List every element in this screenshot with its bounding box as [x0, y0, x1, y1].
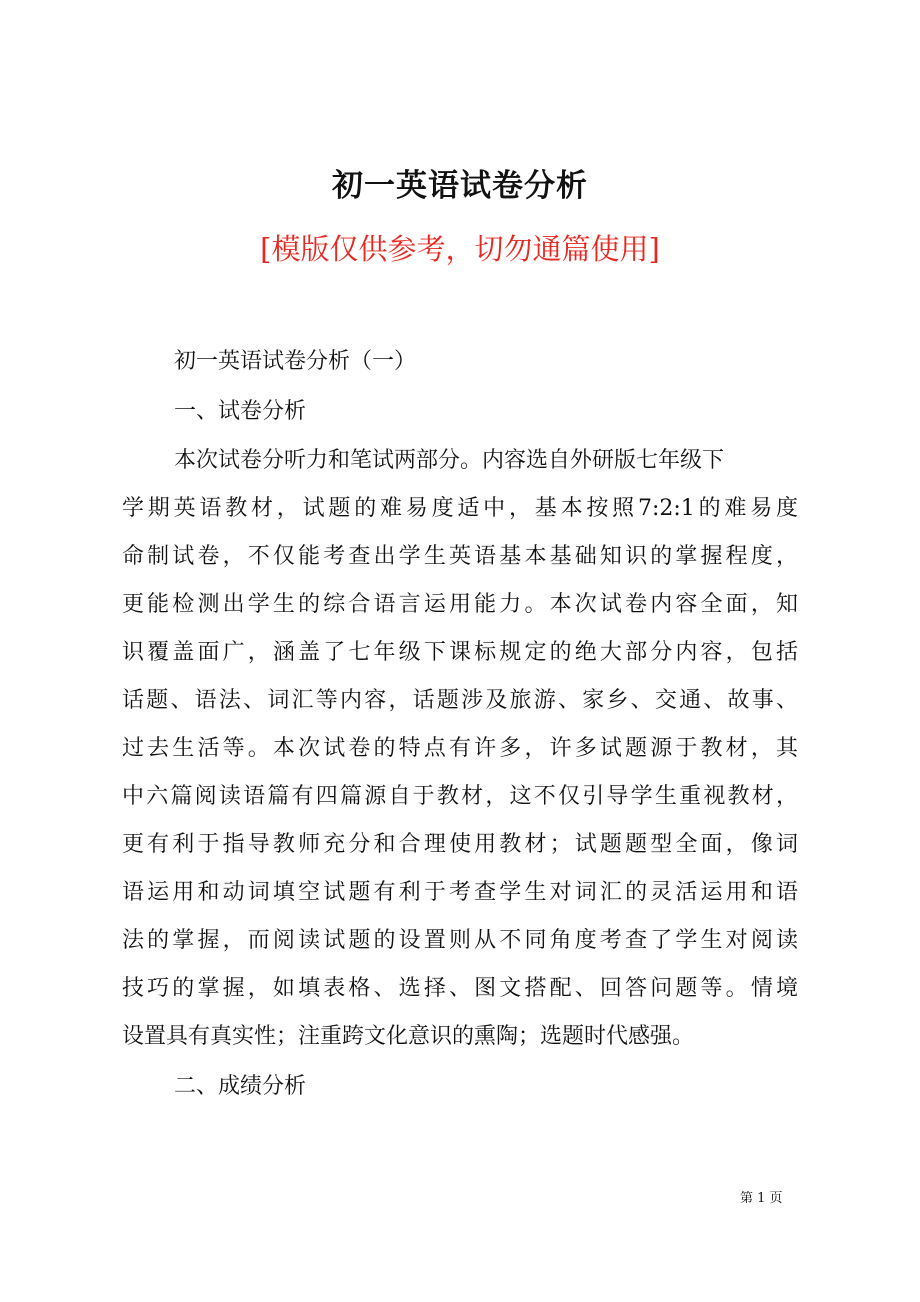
page-number: 第 1 页 — [740, 1191, 783, 1206]
paragraph-line: 过去生活等。本次试卷的特点有许多，许多试题源于教材，其 — [122, 736, 798, 761]
paragraph-line: 法的掌握，而阅读试题的设置则从不同角度考查了学生对阅读 — [122, 928, 798, 953]
paragraph-line: 设置具有真实性；注重跨文化意识的熏陶；选题时代感强。 — [122, 1024, 695, 1049]
paragraph-line: 语运用和动词填空试题有利于考查学生对词汇的灵活运用和语 — [122, 880, 798, 905]
paragraph-line: 更能检测出学生的综合语言运用能力。本次试卷内容全面，知 — [122, 592, 798, 617]
paragraph-line: 中六篇阅读语篇有四篇源自于教材，这不仅引导学生重视教材， — [122, 784, 798, 809]
paragraph-line: 命制试卷，不仅能考查出学生英语基本基础知识的掌握程度， — [122, 544, 798, 569]
template-notice: [模版仅供参考，切勿通篇使用] — [260, 232, 660, 266]
paragraph-line: 更有利于指导教师充分和合理使用教材；试题题型全面，像词 — [122, 832, 798, 857]
document-title: 初一英语试卷分析 — [332, 168, 588, 204]
section-heading: 初一英语试卷分析（一） — [174, 349, 417, 374]
paragraph-line: 话题、语法、词汇等内容，话题涉及旅游、家乡、交通、故事、 — [122, 688, 798, 713]
paragraph-line: 学期英语教材，试题的难易度适中，基本按照7:2:1的难易度 — [122, 496, 798, 521]
paragraph-line: 识覆盖面广，涵盖了七年级下课标规定的绝大部分内容，包括 — [122, 640, 798, 665]
heading-exam-analysis: 一、试卷分析 — [174, 399, 307, 424]
paragraph-line: 本次试卷分听力和笔试两部分。内容选自外研版七年级下 — [174, 448, 725, 473]
paragraph-line: 技巧的掌握，如填表格、选择、图文搭配、回答问题等。情境 — [122, 976, 798, 1001]
heading-score-analysis: 二、成绩分析 — [174, 1074, 307, 1099]
